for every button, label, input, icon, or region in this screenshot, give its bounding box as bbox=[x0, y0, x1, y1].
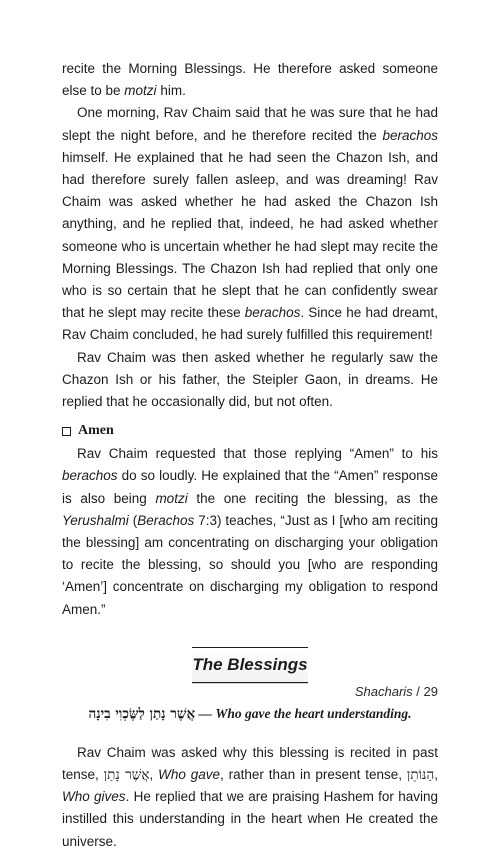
footer-separator: / bbox=[412, 684, 424, 699]
paragraph-amen: Rav Chaim requested that those replying “Amen” to his berachos do so loudly. He explained that the “Amen” response is also being motzi the one reciting the blessing, as the Yerushalmi (Berachos 7:3) teaches, “Just as I [who am reciting the blessing] am concentrating on discharging your obligation to recite the blessing, so should you [who are responding ‘Amen’] concentrate on discharging my obligation to respond Amen.” bbox=[62, 446, 438, 617]
page-number: 29 bbox=[423, 684, 438, 699]
paragraph-past-tense: Rav Chaim was asked why this blessing is recited in past tense, אֲשֶׁר נָתַן, Who gave, rather than in present tense, הַנּוֹתֵן, Who gives. He replied that we are praising Hashem for having instilled this understanding in the heart when He created the universe. bbox=[62, 744, 438, 849]
running-footer-title: Shacharis bbox=[354, 684, 413, 699]
blessings-title-box bbox=[192, 647, 308, 683]
blessing-line bbox=[62, 703, 438, 725]
checkbox-icon bbox=[62, 427, 71, 436]
blessings-title: The Blessings bbox=[192, 654, 308, 674]
paragraph-steipler: Rav Chaim was then asked whether he regularly saw the Chazon Ish or his father, the Steipler Gaon, in dreams. He replied that he occasionally did, but not often. bbox=[62, 349, 438, 410]
paragraph-dream: One morning, Rav Chaim said that he was sure that he had slept the night before, and he therefore recited the berachos himself. He explained that he had seen the Chazon Ish, and had therefore surely fallen asleep, and was dreaming! Rav Chaim was asked whether he had asked the Chazon Ish anything, and he replied that, indeed, he had asked whether someone who is uncertain whether he had slept may recite the Morning Blessings. The Chazon Ish had replied that only one who is so certain that he slept that he can confidently swear that he slept may recite these berachos. Since he had dreamt, Rav Chaim concluded, he had surely fulfilled this requirement! bbox=[62, 105, 438, 343]
blessings-title-wrap bbox=[62, 647, 438, 683]
blessing-hebrew: אֲשֶׁר נָתַן לַשֶּׂכְוִי בִינָה bbox=[88, 705, 196, 722]
section-heading-label: Amen bbox=[78, 423, 114, 439]
blessing-translation: — Who gave the heart understanding. bbox=[195, 705, 412, 721]
section-heading-amen bbox=[62, 420, 438, 442]
page-body bbox=[62, 58, 438, 853]
paragraph-continuation: recite the Morning Blessings. He therefore asked someone else to be motzi him. bbox=[62, 61, 438, 99]
page-footer bbox=[355, 684, 438, 699]
